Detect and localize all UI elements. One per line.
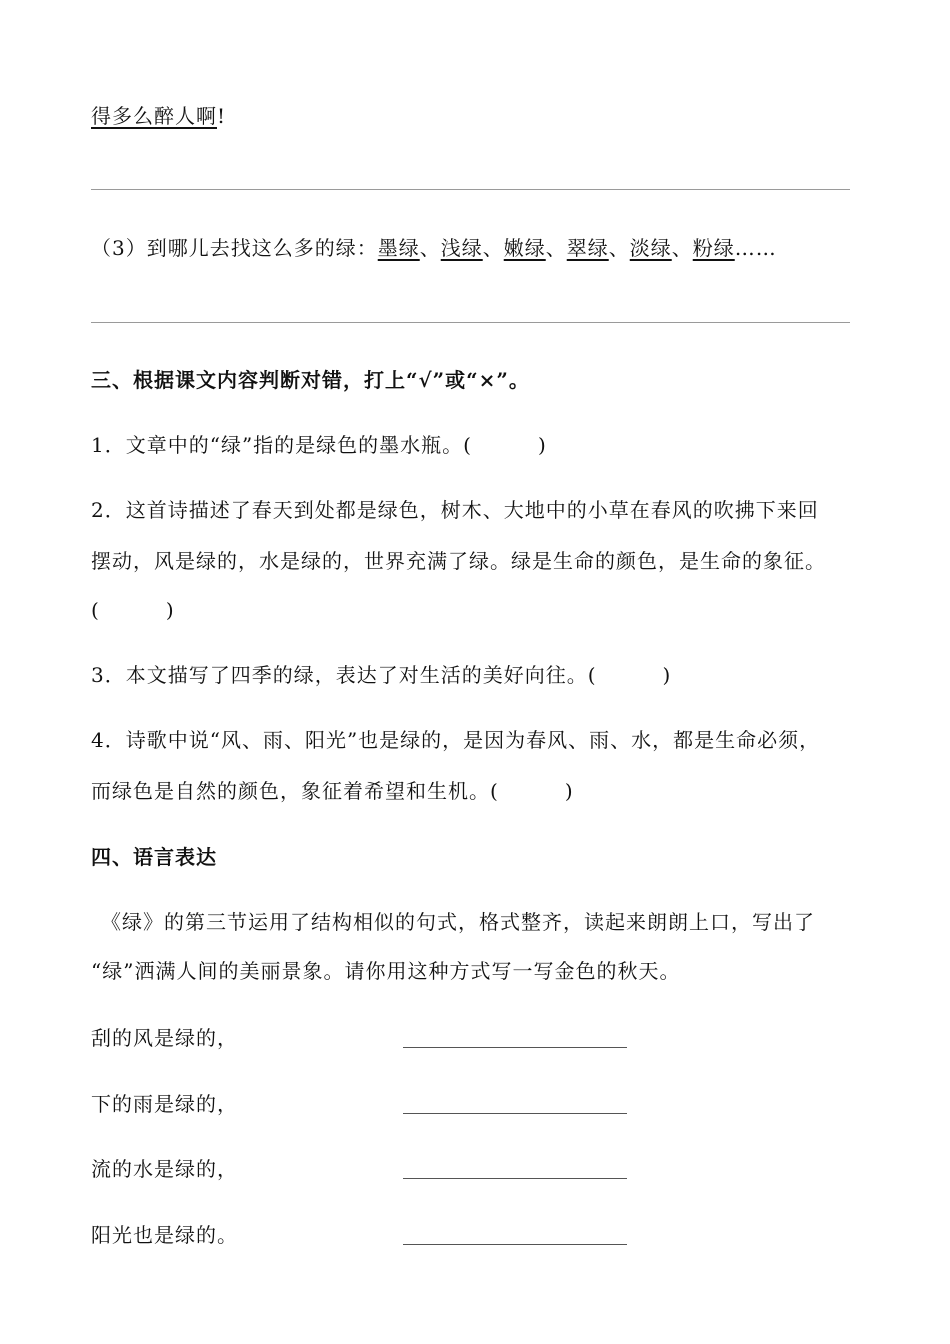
fill-row-1-label: 刮的风是绿的， — [91, 1026, 238, 1050]
separator-4: 、 — [608, 236, 630, 260]
fill-row-4-blank[interactable] — [403, 1244, 627, 1245]
green-word-5: 淡绿 — [629, 236, 672, 260]
fill-row-1-blank[interactable] — [403, 1047, 627, 1048]
close-paren-2: ) — [165, 598, 175, 622]
separator-3: 、 — [545, 236, 567, 260]
item-3-prefix: （3）到哪儿去找这么多的绿： — [91, 236, 378, 260]
question-3-text: 3．本文描写了四季的绿，表达了对生活的美好向往。( — [91, 663, 597, 687]
question-1 — [91, 431, 547, 459]
close-paren-1: ) — [537, 433, 547, 457]
text-line-top — [91, 102, 226, 130]
question-2-line-1: 2．这首诗描述了春天到处都是绿色，树木、大地中的小草在春风的吹拂下来回 — [91, 498, 819, 522]
ellipsis: …… — [734, 236, 777, 260]
question-3 — [91, 661, 671, 689]
green-word-4: 翠绿 — [566, 236, 609, 260]
paragraph-line-2: “绿”洒满人间的美丽景象。请你用这种方式写一写金色的秋天。 — [91, 959, 681, 983]
section-3-heading: 三、根据课文内容判断对错，打上“√”或“×”。 — [91, 368, 530, 392]
question-4-text: 而绿色是自然的颜色，象征着希望和生机。( — [91, 779, 499, 803]
question-4-line-2 — [91, 777, 574, 805]
question-2-line-2: 摆动，风是绿的，水是绿的，世界充满了绿。绿是生命的颜色，是生命的象征。 — [91, 549, 826, 573]
fill-row-4-label: 阳光也是绿的。 — [91, 1223, 238, 1247]
green-word-6: 粉绿 — [692, 236, 735, 260]
fill-row-3-label: 流的水是绿的， — [91, 1157, 238, 1181]
exclamation: ! — [217, 104, 227, 128]
close-paren-4: ) — [564, 779, 574, 803]
question-1-text: 1．文章中的“绿”指的是绿色的墨水瓶。( — [91, 433, 472, 457]
separator-5: 、 — [671, 236, 693, 260]
separator-2: 、 — [482, 236, 504, 260]
question-2-line-3 — [91, 596, 175, 624]
separator-1: 、 — [419, 236, 441, 260]
fill-row-2-label: 下的雨是绿的， — [91, 1092, 238, 1116]
question-4-line-1: 4．诗歌中说“风、雨、阳光”也是绿的，是因为春风、雨、水，都是生命必须， — [91, 728, 821, 752]
green-word-3: 嫩绿 — [503, 236, 546, 260]
section-4-heading: 四、语言表达 — [91, 845, 217, 869]
open-paren-2: ( — [91, 598, 100, 622]
paragraph-line-1: 《绿》的第三节运用了结构相似的句式，格式整齐，读起来朗朗上口，写出了 — [101, 910, 815, 934]
underlined-phrase: 得多么醉人啊 — [91, 104, 217, 128]
close-paren-3: ) — [662, 663, 672, 687]
item-3-line — [91, 234, 777, 262]
green-word-2: 浅绿 — [440, 236, 483, 260]
answer-line-2 — [91, 322, 850, 323]
green-word-1: 墨绿 — [377, 236, 420, 260]
fill-row-3-blank[interactable] — [403, 1178, 627, 1179]
answer-line-1 — [91, 189, 850, 190]
fill-row-2-blank[interactable] — [403, 1113, 627, 1114]
